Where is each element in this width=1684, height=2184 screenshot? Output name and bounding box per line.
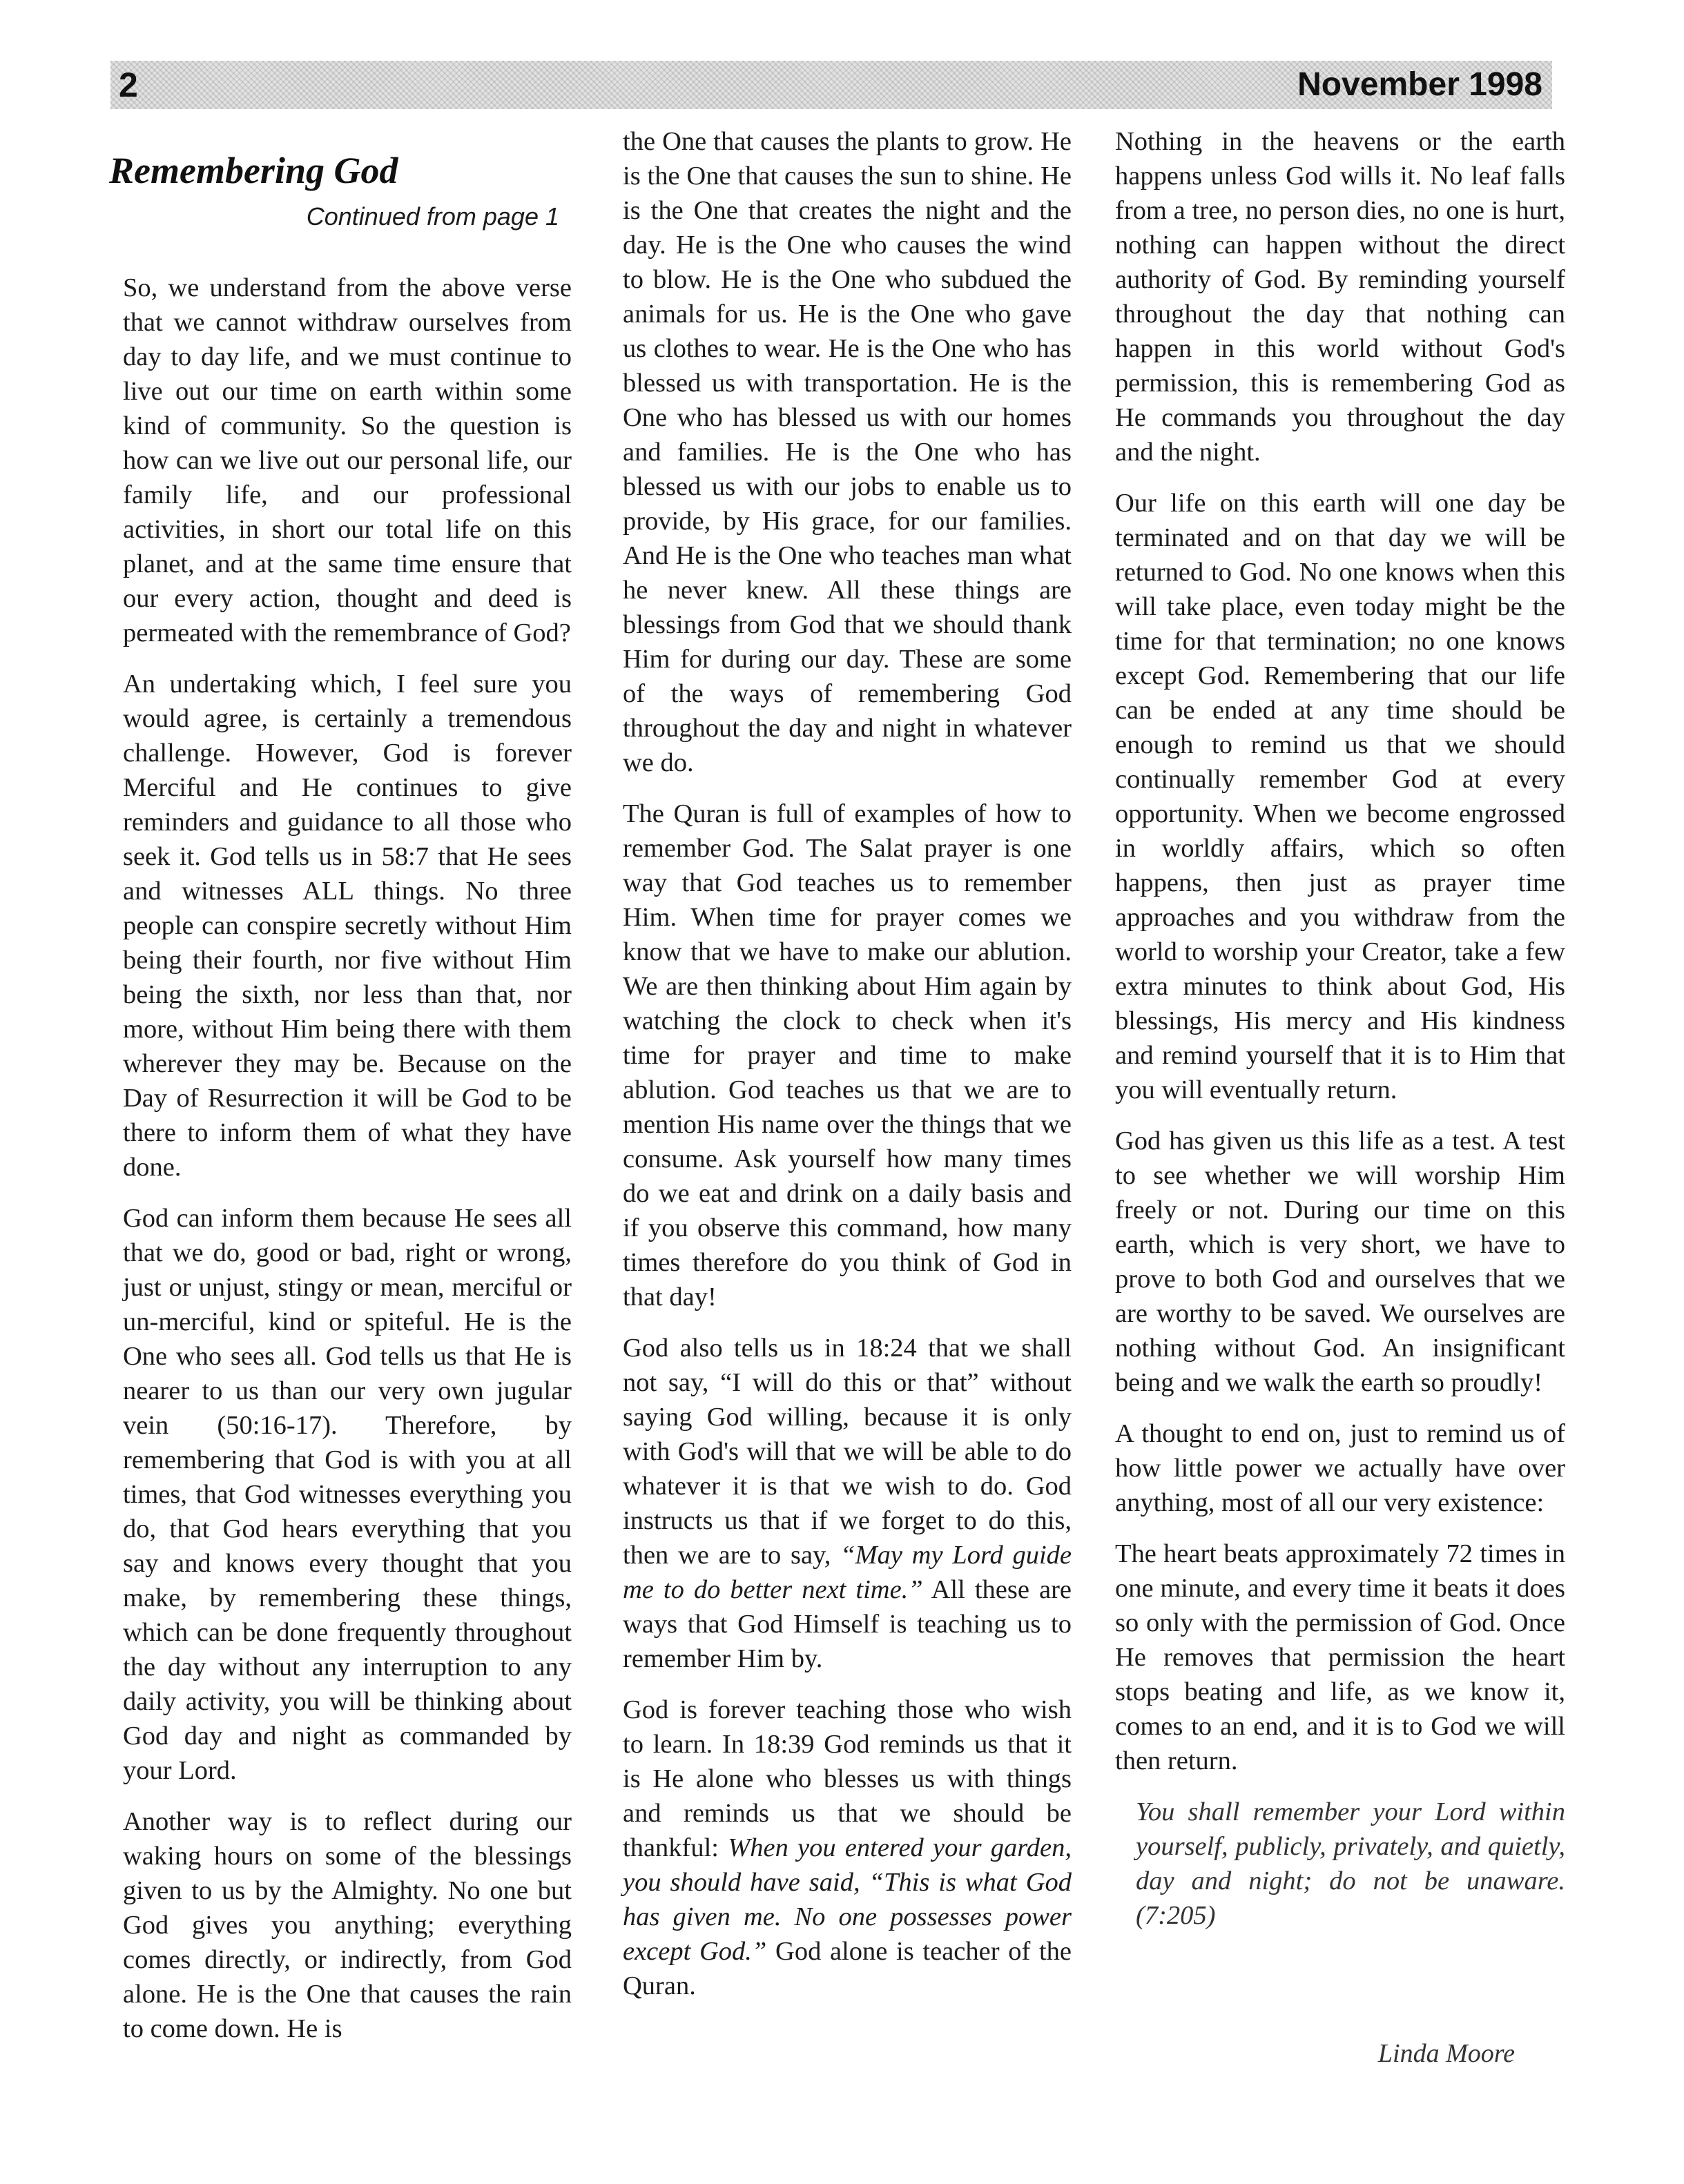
paragraph: God can inform them because He sees all that we do, good or bad, right or wrong, just or unjust, stingy or mean, merciful or un-merciful, kind or spiteful. He is the One who sees all. God tells us that He is nearer to us than our very own jugular vein (50:16-17). Therefore, by remembering that God is with you at all times, that God witnesses everything you do, that God hears everything that you say and knows every thought that you make, by remembering these things, which can be done frequently throughout the day without any interruption to any daily activity, you will be thinking about God day and night as commanded by your Lord. — [123, 1204, 572, 1785]
paragraph-text: God alone is teacher of the Quran. — [623, 1937, 1072, 2000]
author-signature: Linda Moore — [1377, 2039, 1515, 2068]
column-3 — [1115, 124, 1565, 1951]
inline-quote: “May my Lord guide me to do better next time.” — [623, 1541, 1072, 1604]
paragraph: Our life on this earth will one day be terminated and on that day we will be returned to God. No one knows when this will take place, even today might be the time for that termination; no one knows except God. Remembering that our life can be ended at any time should be enough to remind us that we should continually remember God at every opportunity. When we become engrossed in worldly affairs, which so often happens, then just as prayer time approaches and you withdraw from the world to worship your Creator, take a few extra minutes to think about God, His blessings, His mercy and His kindness and remind yourself that it is to Him that you will eventually return. — [1115, 489, 1565, 1104]
paragraph: Another way is to reflect during our waking hours on some of the blessings given to us by the Almighty. No one but God gives you anything; everything comes directly, or indirectly, from God alone. He is the One that causes the rain to come down. He is — [123, 1807, 572, 2043]
paragraph: The Quran is full of examples of how to remember God. The Salat prayer is one way that God teaches us to remember Him. When time for prayer comes we know that we have to make our ablution. We are then thinking about Him again by watching the clock to check when it's time for prayer and time to make ablution. God teaches us that we are to mention His name over the things that we consume. Ask yourself how many times do we eat and drink on a daily basis and if you observe this command, how many times therefore do you think of God in that day! — [623, 799, 1072, 1312]
inline-quote: When you entered your garden, you should have said, “This is what God has given me. No one possesses power except God.” — [623, 1833, 1072, 1966]
paragraph-text: All these are ways that God Himself is teaching us to remember Him by. — [623, 1575, 1072, 1673]
paragraph: the One that causes the plants to grow. He is the One that causes the sun to shine. He is the One that creates the night and the day. He is the One who causes the wind to blow. He is the One who subdued the animals for us. He is the One who gave us clothes to wear. He is the One who has blessed us with transportation. He is the One who has blessed us with our homes and families. He is the One who has blessed us with our jobs to enable us to provide, by His grace, for our families. And He is the One who teaches man what he never knew. All these things are blessings from God that we should thank Him for during our day. These are some of the ways of remembering God throughout the day and night in whatever we do. — [623, 127, 1072, 777]
paragraph: An undertaking which, I feel sure you would agree, is certainly a tremendous challenge. However, God is forever Merciful and He continues to give reminders and guidance to all those who seek it. God tells us in 58:7 that He sees and witnesses ALL things. No three people can conspire secretly without Him being their fourth, nor five without Him being the sixth, nor less than that, nor more, without Him being there with them wherever they may be. Because on the Day of Resurrection it will be God to be there to inform them of what they have done. — [123, 670, 572, 1182]
scripture-verse: You shall remember your Lord within yourself, publicly, privately, and quietly, day and night; do not be unaware. (7:205) — [1136, 1797, 1565, 1930]
column-2 — [623, 124, 1072, 2020]
paragraph: God has given us this life as a test. A test to see whether we will worship Him freely or not. During our time on this earth, which is very short, we have to prove to both God and ourselves that we are worthy to be saved. We ourselves are nothing without God. An insignificant being and we walk the earth so proudly! — [1115, 1127, 1565, 1397]
continued-note: Continued from page 1 — [306, 202, 559, 231]
paragraph: A thought to end on, just to remind us of how little power we actually have over anything, most of all our very existence: — [1115, 1419, 1565, 1517]
paragraph — [623, 1693, 1072, 2003]
paragraph: So, we understand from the above verse that we cannot withdraw ourselves from day to day life, and we must continue to live out our time on earth within some kind of community. So the question is how can we live out our personal life, our family life, and our professional activities, in short our total life on this planet, and at the same time ensure that our every action, thought and deed is permeated with the remembrance of God? — [123, 273, 572, 647]
article-title: Remembering God — [109, 150, 398, 191]
paragraph: Nothing in the heavens or the earth happens unless God wills it. No leaf falls from a tree, no person dies, no one is hurt, nothing can happen without the direct authority of God. By reminding yourself throughout the day that nothing can happen in this world without God's permission, this is remembering God as He commands you throughout the day and the night. — [1115, 127, 1565, 467]
paragraph-text: God also tells us in 18:24 that we shall not say, “I will do this or that” without saying God willing, because it is only with God's will that we will be able to do whatever it is that we wish to do. God instructs us that if we forget to do this, then we are to say, — [623, 1334, 1072, 1570]
issue-date: November 1998 — [1297, 66, 1542, 103]
paragraph-text: God is forever teaching those who wish to learn. In 18:39 God reminds us that it is He alone who blesses us with things and reminds us that we should be thankful: — [623, 1695, 1072, 1862]
column-1 — [123, 271, 572, 2063]
paragraph — [623, 1331, 1072, 1676]
paragraph: The heart beats approximately 72 times in one minute, and every time it beats it does so only with the permission of God. Once He removes that permission the heart stops beating and life, as we know it, comes to an end, and it is to God we will then return. — [1115, 1539, 1565, 1775]
page-number: 2 — [119, 66, 138, 104]
